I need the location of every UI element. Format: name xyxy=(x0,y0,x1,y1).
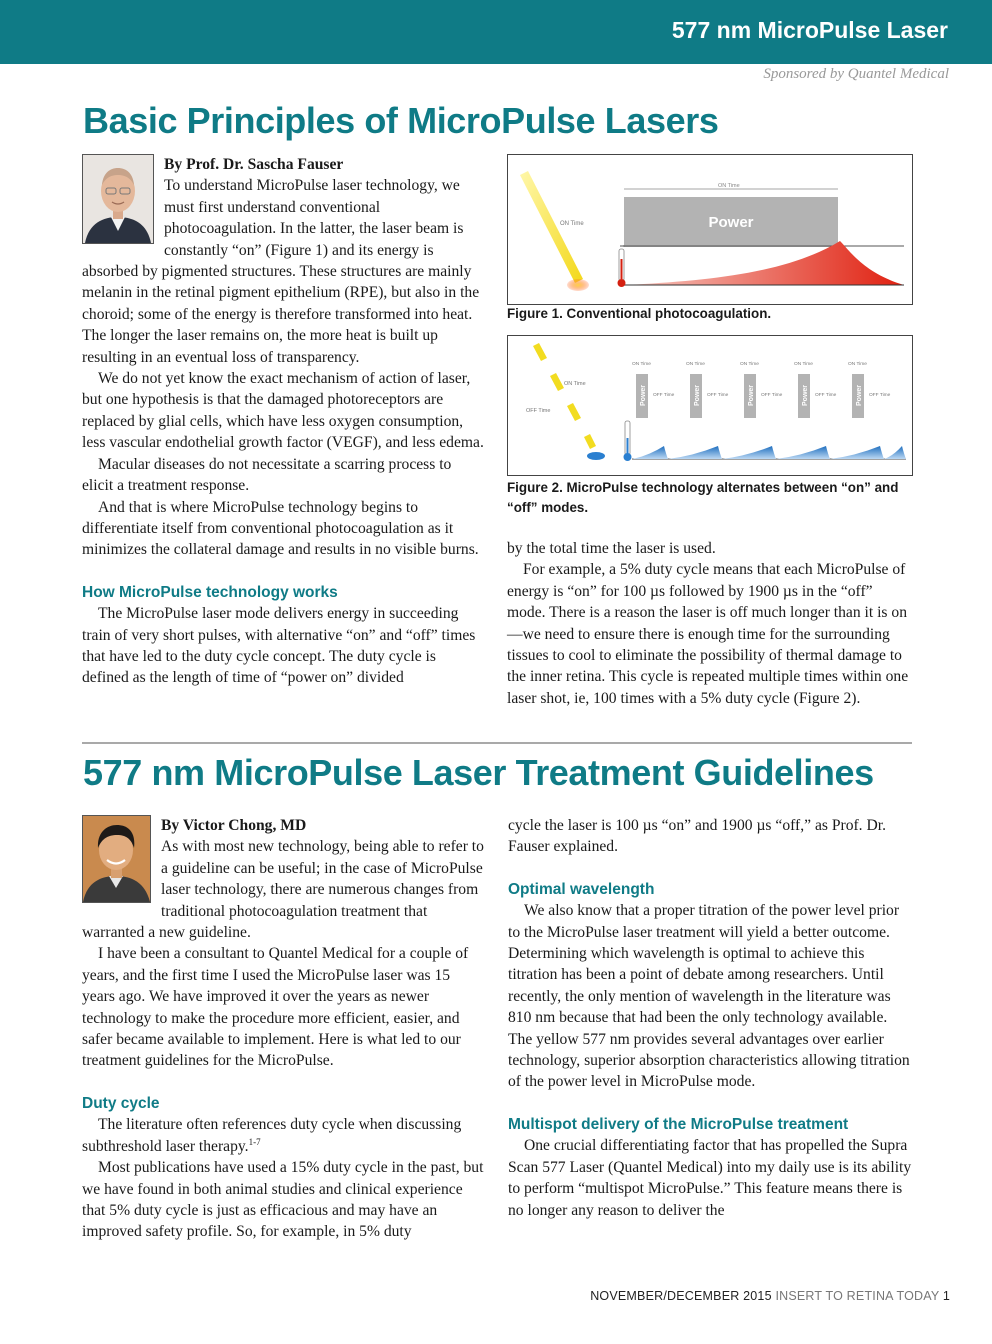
article1-byline: By Prof. Dr. Sascha Fauser xyxy=(164,156,344,173)
body-paragraph: We also know that a proper titration of the power level prior to the MicroPulse laser treatment will yield a better outcome. Determining which wavelength is optimal to achieve this titration has been a point of debate among researchers. Until recently, the only mention of wavelength in the literature was 810 nm because that had been the only technology available. The yellow 577 nm provides several advantages over earlier technology, superior absorption characteristics allowing titration of the power level in MicroPulse mode. xyxy=(508,902,910,1091)
article-divider xyxy=(82,742,912,744)
author-photo-fauser xyxy=(82,154,154,244)
body-paragraph: Most publications have used a 15% duty cycle in the past, but we have found in both animal studies and clinical experience that 5% duty cycle is just as efficacious and may have an improved safety profile. So, for example, in 5% duty xyxy=(82,1159,484,1241)
article1-right-column xyxy=(507,538,913,709)
article1-left-column xyxy=(82,154,484,689)
article2-byline: By Victor Chong, MD xyxy=(161,817,307,834)
pulse-power-label: Power xyxy=(748,384,755,406)
footer-insert: INSERT TO RETINA TODAY xyxy=(775,1289,940,1303)
article1-title: Basic Principles of MicroPulse Lasers xyxy=(83,100,719,141)
pulse-power-label: Power xyxy=(802,384,809,406)
pulse-off-time-label: OFF Time xyxy=(707,393,729,398)
reference-superscript: 1-7 xyxy=(248,1136,261,1147)
fig2-on-time-label: ON Time xyxy=(564,381,586,387)
body-paragraph: cycle the laser is 100 µs “on” and 1900 µs “off,” as Prof. Dr. Fauser explained. xyxy=(508,817,886,856)
fig1-on-time-top: ON Time xyxy=(718,183,740,189)
fig1-power-label: Power xyxy=(708,214,754,231)
body-paragraph: And that is where MicroPulse technology begins to differentiate itself from conventional photocoagulation as it minimizes the collateral damage and results in no visible burns. xyxy=(82,498,479,559)
article2-right-column xyxy=(508,815,913,1221)
pulse-on-time-label: ON Time xyxy=(632,362,651,367)
figure2-illustration xyxy=(507,335,913,476)
body-paragraph: I have been a consultant to Quantel Medical for a couple of years, and the first time I used the MicroPulse laser was 15 years ago. We have improved it over the years as newer technology to make the procedure more efficient, easier, and safer became available to implement. Here is what led to our treatment guidelines for the MicroPulse. xyxy=(82,945,469,1070)
fig2-pulses xyxy=(632,361,891,418)
section-heading-duty-cycle: Duty cycle xyxy=(82,1094,160,1112)
fig2-off-time-label: OFF Time xyxy=(526,408,551,414)
figure2-caption: Figure 2. MicroPulse technology alternates between “on” and “off” modes. xyxy=(507,480,899,515)
pulse-on-time-label: ON Time xyxy=(686,362,705,367)
article2-left-column xyxy=(82,815,486,1243)
pulse-on-time-label: ON Time xyxy=(848,362,867,367)
body-paragraph: Macular diseases do not necessitate a scarring process to elicit a treatment response. xyxy=(82,455,452,495)
pulse-off-time-label: OFF Time xyxy=(653,393,675,398)
figure1-caption: Figure 1. Conventional photocoagulation. xyxy=(507,306,772,321)
page-number: 1 xyxy=(942,1289,950,1303)
pulse-on-time-label: ON Time xyxy=(794,362,813,367)
pulse-power-label: Power xyxy=(640,384,647,406)
section-heading: How MicroPulse technology works xyxy=(82,583,338,601)
body-paragraph: The MicroPulse laser mode delivers energy in succeeding train of very short pulses, with alternative “on” and “off” times that have led to the duty cycle concept. The duty cycle is defined as the length of time of “power on” divided xyxy=(82,605,476,687)
pulse-off-time-label: OFF Time xyxy=(761,393,783,398)
header-title: 577 nm MicroPulse Laser xyxy=(671,17,948,43)
body-paragraph: We do not yet know the exact mechanism of action of laser, but one hypothesis is that the damaged photoreceptors are replaced by glial cells, which have less oxygen consumption, less vascular endothelial growth factor (VEGF), and less edema. xyxy=(82,370,484,452)
body-paragraph: by the total time the laser is used. xyxy=(507,540,716,557)
author-photo-chong xyxy=(82,815,151,903)
header-bar xyxy=(0,0,992,64)
body-paragraph: For example, a 5% duty cycle means that each MicroPulse of energy is “on” for 100 µs followed by 1900 µs in the “off” mode. There is a reason the laser is off much longer than it is on—we need to ensure there is enough time for the surrounding tissues to cool to eliminate the possibility of thermal damage to the inner retina. This cycle is repeated multiple times within one laser shot, ie, 100 times with a 5% duty cycle (Figure 2). xyxy=(507,561,909,707)
fig1-on-time-label: ON Time xyxy=(560,221,584,227)
footer-issue: NOVEMBER/DECEMBER 2015 xyxy=(590,1289,772,1303)
pulse-off-time-label: OFF Time xyxy=(869,393,891,398)
body-paragraph: One crucial differentiating factor that has propelled the Supra Scan 577 Laser (Quantel Medical) into my daily use is its ability to perform “multispot MicroPulse.” This feature means there is no longer any reason to deliver the xyxy=(508,1137,912,1219)
body-paragraph: To understand MicroPulse laser technology, we must first understand conventional photocoagulation. In the latter, the laser beam is constantly “on” (Figure 1) and its energy is absorbed by pigmented structures. These structures are mainly melanin in the retinal pigment epithelium (RPE), but also in the choroid; some of the energy is therefore transformed into heat. The longer the laser remains on, the more heat is built up resulting in an eventual loss of transparency. xyxy=(82,177,480,366)
body-paragraph: The literature often references duty cycle when discussing subthreshold laser therapy.$^{1-7}$ xyxy=(82,1116,462,1155)
pulse-off-time-label: OFF Time xyxy=(815,393,837,398)
pulse-power-label: Power xyxy=(694,384,701,406)
pulse-on-time-label: ON Time xyxy=(740,362,759,367)
sponsor-line: Sponsored by Quantel Medical xyxy=(763,66,949,82)
body-paragraph: As with most new technology, being able to refer to a guideline can be useful; in the case of MicroPulse laser technology, there are numerous changes from traditional photocoagulation treatment that warranted a new guideline. xyxy=(82,838,484,942)
page-footer xyxy=(590,1289,950,1303)
pulse-power-label: Power xyxy=(856,384,863,406)
section-heading-wavelength: Optimal wavelength xyxy=(508,880,655,898)
section-heading-multispot: Multispot delivery of the MicroPulse treatment xyxy=(508,1115,849,1133)
article2-title: 577 nm MicroPulse Laser Treatment Guidelines xyxy=(83,752,874,793)
figure1-illustration xyxy=(507,154,913,305)
